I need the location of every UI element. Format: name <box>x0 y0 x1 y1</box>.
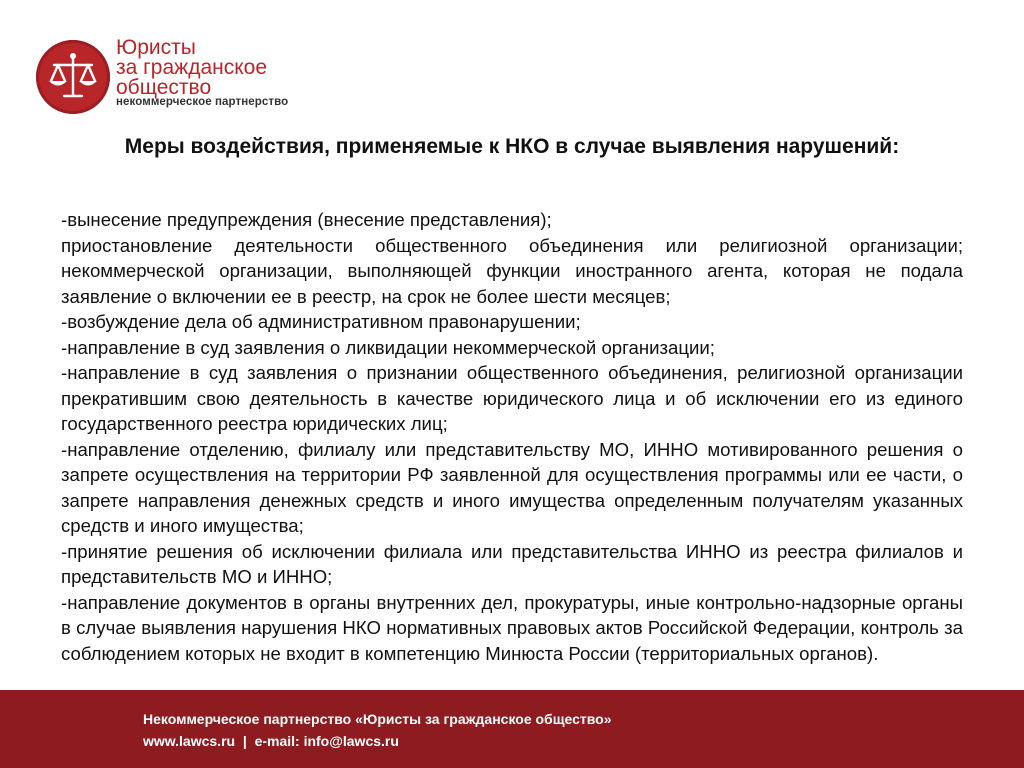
list-item: -направление отделению, филиалу или представительству МО, ИННО мотивированного решения о запрете осуществления на территории РФ заявленной для осуществления программы или ее части, о запрете направления денежных средств и иного имущества определенным получателям указанных средств и иного имущества; <box>61 438 963 536</box>
list-item: -принятие решения об исключении филиала или представительства ИННО из реестра филиалов и представительств МО и ИННО; <box>61 540 963 587</box>
list-item: -направление в суд заявления о признании общественного объединения, религиозной организации прекратившим свою деятельность в качестве юридического лица и об исключении его из единого государственного реестра юридических лиц; <box>61 362 963 434</box>
list-item: приостановление деятельности общественного объединения или религиозной организации; некоммерческой организации, выполняющей функции иностранного агента, которая не подала заявление о включении ее в реестр, на срок не более шести месяцев; <box>61 234 963 307</box>
footer-org-name: Некоммерческое партнерство «Юристы за гражданское общество» <box>143 711 612 727</box>
footer <box>0 690 1024 768</box>
logo-emblem <box>36 40 110 114</box>
logo-line-3: общество <box>116 76 212 99</box>
list-item: -направление в суд заявления о ликвидации некоммерческой организации; <box>61 336 715 358</box>
footer-website-link[interactable]: www.lawcs.ru <box>143 733 236 749</box>
list-item: -вынесение предупреждения (внесение представления); <box>61 209 552 230</box>
logo <box>36 38 336 118</box>
scales-of-justice-icon <box>36 40 110 114</box>
footer-email-link[interactable]: e-mail: info@lawcs.ru <box>254 733 399 749</box>
logo-wordmark <box>116 38 267 98</box>
logo-subtitle: некоммерческое партнерство <box>116 96 289 108</box>
footer-separator: | <box>242 733 247 749</box>
list-item: -возбуждение дела об административном правонарушении; <box>61 311 581 332</box>
measures-list <box>61 207 963 666</box>
logo-line-1: Юристы <box>116 36 196 59</box>
logo-line-2: за гражданское <box>116 56 268 79</box>
list-item: -направление документов в органы внутренних дел, прокуратуры, иные контрольно-надзорные органы в случае выявления нарушения НКО нормативных правовых актов Российской Федерации, контроль за соблюдением которых не входит в компетенцию Минюста России (территориальных органов). <box>61 591 963 664</box>
footer-contacts <box>143 733 399 749</box>
page-title: Меры воздействия, применяемые к НКО в случае выявления нарушений: <box>124 135 900 158</box>
